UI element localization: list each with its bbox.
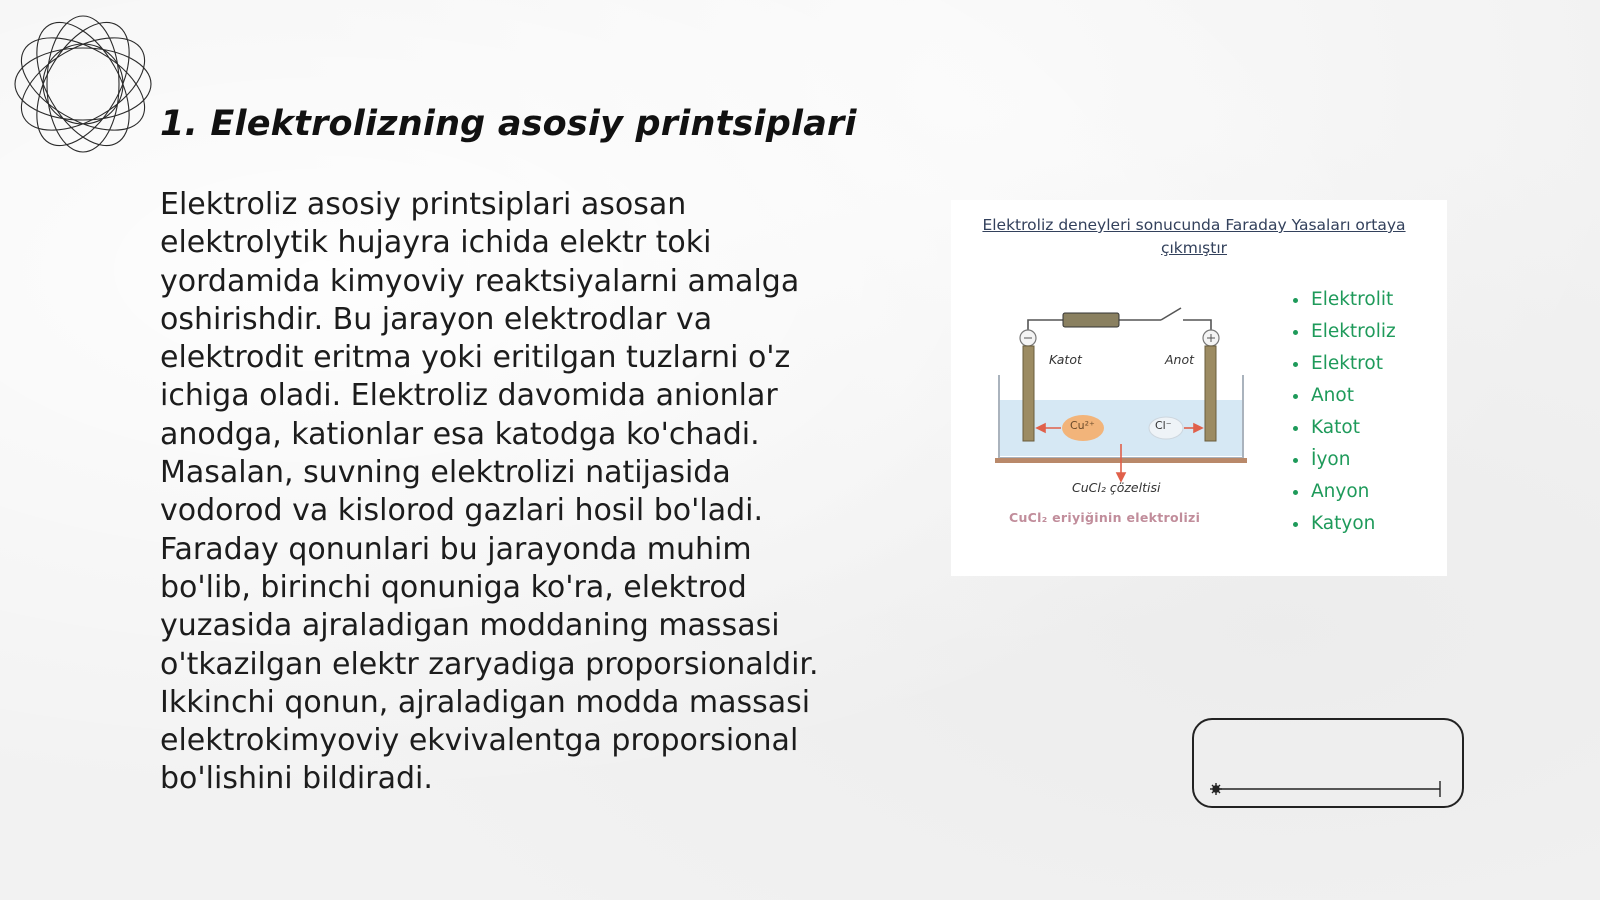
figure-title-line-1: Elektroliz deneyleri sonucunda Faraday Yasaları ortaya — [982, 216, 1406, 234]
sun-icon — [1210, 783, 1222, 795]
slide-body-text: Elektroliz asosiy printsiplari asosan elektrolytik hujayra ichida elektr toki yordamida kimyoviy reaktsiyalarni amalga oshirishdir. Bu jarayon elektrodlar va elektrodit eritma yoki eritilgan tuzlarni o'z ichiga oladi. Elektroliz davomida anionlar anodga, kationlar esa katodga ko'chadi. Masalan, suvning elektrolizi natijasida vodorod va kislorod gazlari hosil bo'ladi. Faraday qonunlari bu jarayonda muhim bo'lib, birinchi qonuniga ko'ra, elektrod yuzasida ajraladigan moddaning massasi o'tkazilgan elektr zaryadiga proporsionaldir. Ikkinchi qonun, ajraladigan modda massasi elektrokimyoviy ekvivalentga proporsional bo'lishini bildiradi. — [160, 187, 819, 797]
list-item: Elektroliz — [1291, 316, 1396, 348]
cathode-label: Katot — [1049, 352, 1082, 367]
list-item: Katyon — [1291, 508, 1396, 540]
list-item: Katot — [1291, 412, 1396, 444]
list-item: Elektrot — [1291, 348, 1396, 380]
list-item: Anot — [1291, 380, 1396, 412]
list-item: Anyon — [1291, 476, 1396, 508]
figure-title-line-2: çıkmıştır — [1160, 239, 1228, 257]
figure-caption: CuCl₂ eriyiğinin elektrolizi — [1009, 510, 1201, 525]
slider-track — [1194, 720, 1466, 810]
anion-label: Cl⁻ — [1155, 419, 1172, 432]
decorative-slider-box — [1192, 718, 1464, 808]
electrolysis-figure — [951, 200, 1447, 576]
cation-label: Cu²⁺ — [1070, 419, 1095, 432]
slide-title: 1. Elektrolizning asosiy printsiplari — [160, 104, 857, 144]
anode-electrode — [1205, 346, 1216, 441]
cathode-electrode — [1023, 346, 1034, 441]
solution-label: CuCl₂ çözeltisi — [1072, 480, 1161, 495]
anode-label: Anot — [1165, 352, 1195, 367]
list-item: Elektrolit — [1291, 284, 1396, 316]
list-item: İyon — [1291, 444, 1396, 476]
spirograph-ornament-icon — [8, 10, 158, 158]
term-list — [1291, 284, 1396, 540]
battery-shape — [1063, 313, 1119, 327]
